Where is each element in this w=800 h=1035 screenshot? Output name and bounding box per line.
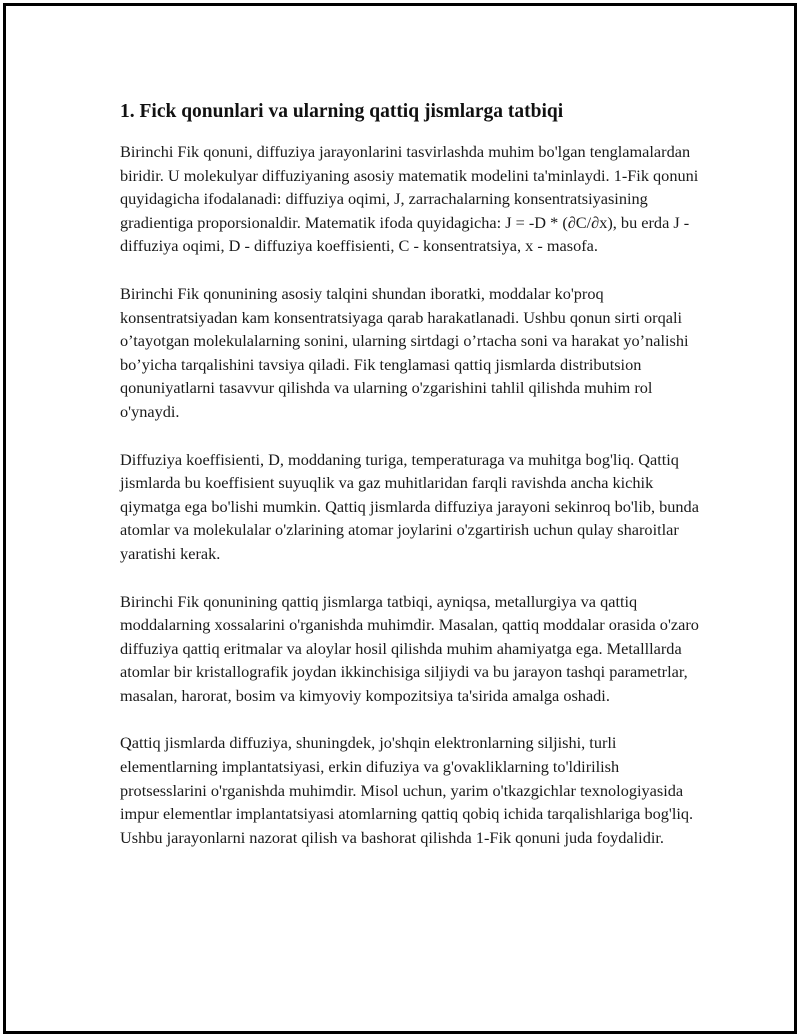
page-frame (3, 3, 797, 1034)
paragraph-5: Qattiq jismlarda diffuziya, shuningdek, jo'shqin elektronlarning siljishi, turli elementlarning implantatsiyasi, erkin difuziya va g'ovakliklarning to'ldirilish protsesslarini o'rganishda muhimdir. Misol uchun, yarim o'tkazgichlar texnologiyasida impur elementlar implantatsiyasi atomlarning qattiq qobiq ichida tarqalishlariga bog'liq. Ushbu jarayonlarni nazorat qilish va bashorat qilishda 1-Fik qonuni juda foydalidir. (120, 733, 694, 847)
paragraph-1: Birinchi Fik qonuni, diffuziya jarayonlarini tasvirlashda muhim bo'lgan tenglamalardan biridir. U molekulyar diffuziyaning asosiy matematik modelini ta'minlaydi. 1-Fik qonuni quyidagicha ifodalanadi: diffuziya oqimi, J, zarrachalarning konsentratsiyasining gradientiga proporsionaldir. Matematik ifoda quyidagicha: J = -D * (∂C/∂x), bu erda J - diffuziya oqimi, D - diffuziya koeffisienti, C - konsentratsiya, x - masofa. (120, 142, 699, 256)
document-title: 1. Fick qonunlari va ularning qattiq jismlarga tatbiqi (120, 101, 564, 122)
paragraph-3: Diffuziya koeffisienti, D, moddaning turiga, temperaturaga va muhitga bog'liq. Qattiq jismlarda bu koeffisient suyuqlik va gaz muhitlaridan farqli ravishda ancha kichik qiymatga ega bo'lishi mumkin. Qattiq jismlarda diffuziya jarayoni sekinroq bo'lib, bunda atomlar va molekulalar o'zlarining atomar joylarini o'zgartirish uchun qulay sharoitlar yaratishi kerak. (120, 449, 699, 563)
paragraph-4: Birinchi Fik qonunining qattiq jismlarga tatbiqi, ayniqsa, metallurgiya va qattiq moddalarning xossalarini o'rganishda muhimdir. Masalan, qattiq moddalar orasida o'zaro diffuziya qattiq eritmalar va aloylar hosil qilishda muhim ahamiyatga ega. Metalllarda atomlar bir kristallografik joydan ikkinchisiga siljiydi va bu jarayon tashqi parametrlar, masalan, harorat, bosim va kimyoviy kompozitsiya ta'sirida amalga oshadi. (120, 591, 699, 705)
paragraph-2: Birinchi Fik qonunining asosiy talqini shundan iboratki, moddalar ko'proq konsentratsiyadan kam konsentratsiyaga qarab harakatlanadi. Ushbu qonun sirti orqali o’tayotgan molekulalarning sonini, ularning sirtdagi o’rtacha soni va harakat yo’nalishi bo’yicha tarqalishini tavsiya qiladi. Fik tenglamasi qattiq jismlarda distributsion qonuniyatlarni tasavvur qilishda va ularning o'zgarishini tahlil qilishda muhim rol o'ynaydi. (120, 283, 689, 421)
document-body (120, 98, 700, 873)
